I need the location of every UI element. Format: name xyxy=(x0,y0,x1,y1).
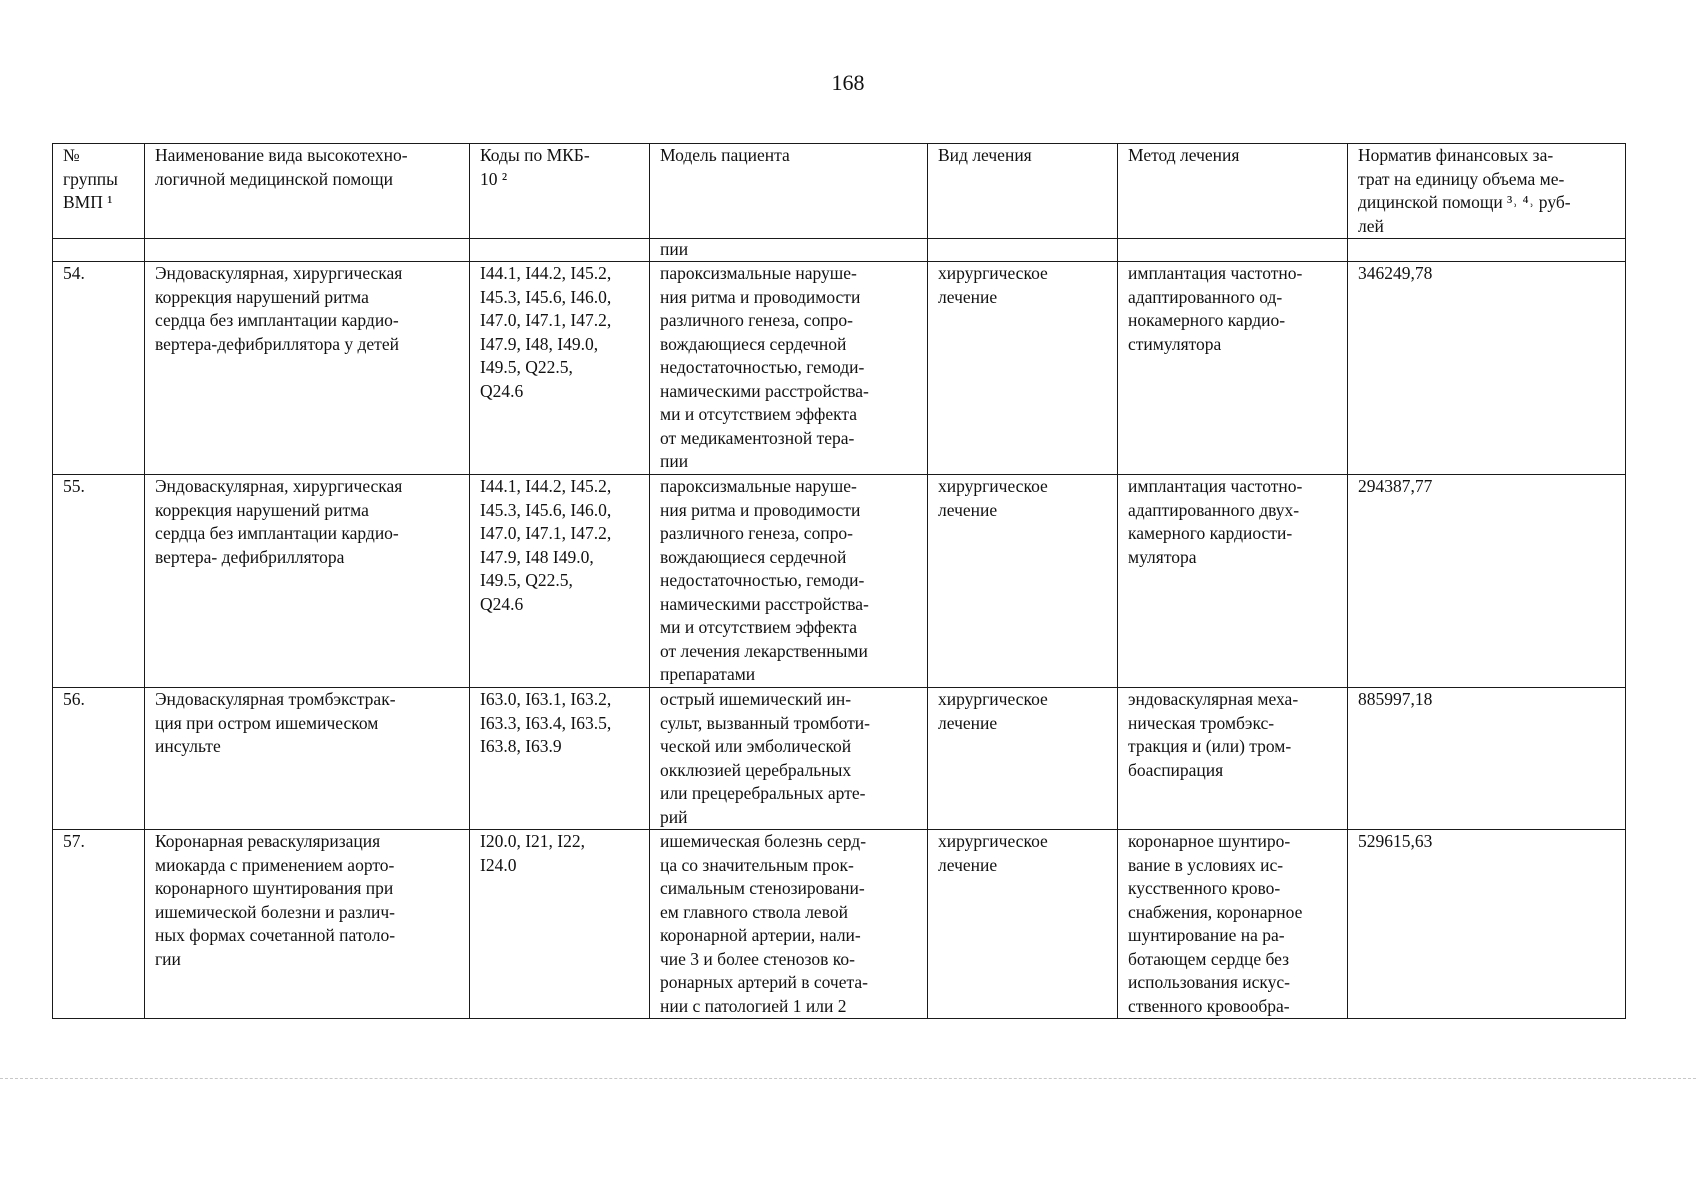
header-group-number: № группы ВМП ¹ xyxy=(53,144,145,239)
cost-standard-cell: 294387,77 xyxy=(1348,475,1626,688)
icd-codes-cell: I63.0, I63.1, I63.2, I63.3, I63.4, I63.5, I63.8, I63.9 xyxy=(470,688,650,830)
header-care-type-name: Наименование вида высокотехно- логичной медицинской помощи xyxy=(145,144,470,239)
care-type-name-cell: Коронарная реваскуляризация миокарда с применением аорто- коронарного шунтирования при ишемической болезни и различ- ных формах сочетанной патоло- гии xyxy=(145,830,470,1019)
table-row xyxy=(53,475,1626,688)
treatment-type-cell: хирургическое лечение xyxy=(928,830,1118,1019)
table-cell: пии xyxy=(650,239,928,262)
header-patient-model: Модель пациента xyxy=(650,144,928,239)
patient-model-cell: пароксизмальные наруше- ния ритма и проводимости различного генеза, сопро- вождающиеся сердечной недостаточностью, гемоди- намическими расстройства- ми и отсутствием эффекта от лечения лекарственными препаратами xyxy=(650,475,928,688)
header-icd-codes: Коды по МКБ- 10 ² xyxy=(470,144,650,239)
treatment-type-cell: хирургическое лечение xyxy=(928,475,1118,688)
cost-standard-cell: 529615,63 xyxy=(1348,830,1626,1019)
table-row xyxy=(53,688,1626,830)
care-type-name-cell: Эндоваскулярная тромбэкстрак- ция при остром ишемическом инсульте xyxy=(145,688,470,830)
patient-model-cell: острый ишемический ин- сульт, вызванный тромботи- ческой или эмболической окклюзией церебральных или прецеребральных арте- рий xyxy=(650,688,928,830)
group-number-cell: 54. xyxy=(53,262,145,475)
table-row xyxy=(53,830,1626,1019)
continuation-row xyxy=(53,239,1626,262)
treatment-method-cell: эндоваскулярная меха- ническая тромбэкс- тракция и (или) тром- боаспирация xyxy=(1118,688,1348,830)
treatment-type-cell: хирургическое лечение xyxy=(928,688,1118,830)
table-cell xyxy=(928,239,1118,262)
icd-codes-cell: I20.0, I21, I22, I24.0 xyxy=(470,830,650,1019)
treatment-method-cell: имплантация частотно- адаптированного двух- камерного кардиости- мулятора xyxy=(1118,475,1348,688)
icd-codes-cell: I44.1, I44.2, I45.2, I45.3, I45.6, I46.0, I47.0, I47.1, I47.2, I47.9, I48 I49.0, I49.5, Q22.5, Q24.6 xyxy=(470,475,650,688)
treatment-method-cell: коронарное шунтиро- вание в условиях ис- кусственного крово- снабжения, коронарное шунтирование на ра- ботающем сердце без использования искус- ственного кровообра- xyxy=(1118,830,1348,1019)
treatment-type-cell: хирургическое лечение xyxy=(928,262,1118,475)
table-row xyxy=(53,262,1626,475)
table-cell xyxy=(1348,239,1626,262)
cost-standard-cell: 346249,78 xyxy=(1348,262,1626,475)
header-cost-standard: Норматив финансовых за- трат на единицу объема ме- дицинской помощи ³˒ ⁴˒ руб- лей xyxy=(1348,144,1626,239)
vmp-table xyxy=(52,143,1626,1019)
table-header-row xyxy=(53,144,1626,239)
icd-codes-cell: I44.1, I44.2, I45.2, I45.3, I45.6, I46.0, I47.0, I47.1, I47.2, I47.9, I48, I49.0, I49.5, Q22.5, Q24.6 xyxy=(470,262,650,475)
patient-model-cell: ишемическая болезнь серд- ца со значительным прок- симальным стенозировани- ем главного ствола левой коронарной артерии, нали- чие 3 и более стенозов ко- ронарных артерий в сочета- нии с патологией 1 или 2 xyxy=(650,830,928,1019)
header-treatment-type: Вид лечения xyxy=(928,144,1118,239)
group-number-cell: 56. xyxy=(53,688,145,830)
table-cell xyxy=(145,239,470,262)
patient-model-cell: пароксизмальные наруше- ния ритма и проводимости различного генеза, сопро- вождающиеся сердечной недостаточностью, гемоди- намическими расстройства- ми и отсутствием эффекта от медикаментозной тера- пии xyxy=(650,262,928,475)
treatment-method-cell: имплантация частотно- адаптированного од- нокамерного кардио- стимулятора xyxy=(1118,262,1348,475)
care-type-name-cell: Эндоваскулярная, хирургическая коррекция нарушений ритма сердца без имплантации кардио- вертера- дефибриллятора xyxy=(145,475,470,688)
table-cell xyxy=(53,239,145,262)
group-number-cell: 55. xyxy=(53,475,145,688)
page-number: 168 xyxy=(831,70,865,95)
cost-standard-cell: 885997,18 xyxy=(1348,688,1626,830)
group-number-cell: 57. xyxy=(53,830,145,1019)
table-cell xyxy=(1118,239,1348,262)
scan-artifact-line xyxy=(0,1078,1696,1079)
care-type-name-cell: Эндоваскулярная, хирургическая коррекция нарушений ритма сердца без имплантации кардио- вертера-дефибриллятора у детей xyxy=(145,262,470,475)
table-cell xyxy=(470,239,650,262)
header-treatment-method: Метод лечения xyxy=(1118,144,1348,239)
